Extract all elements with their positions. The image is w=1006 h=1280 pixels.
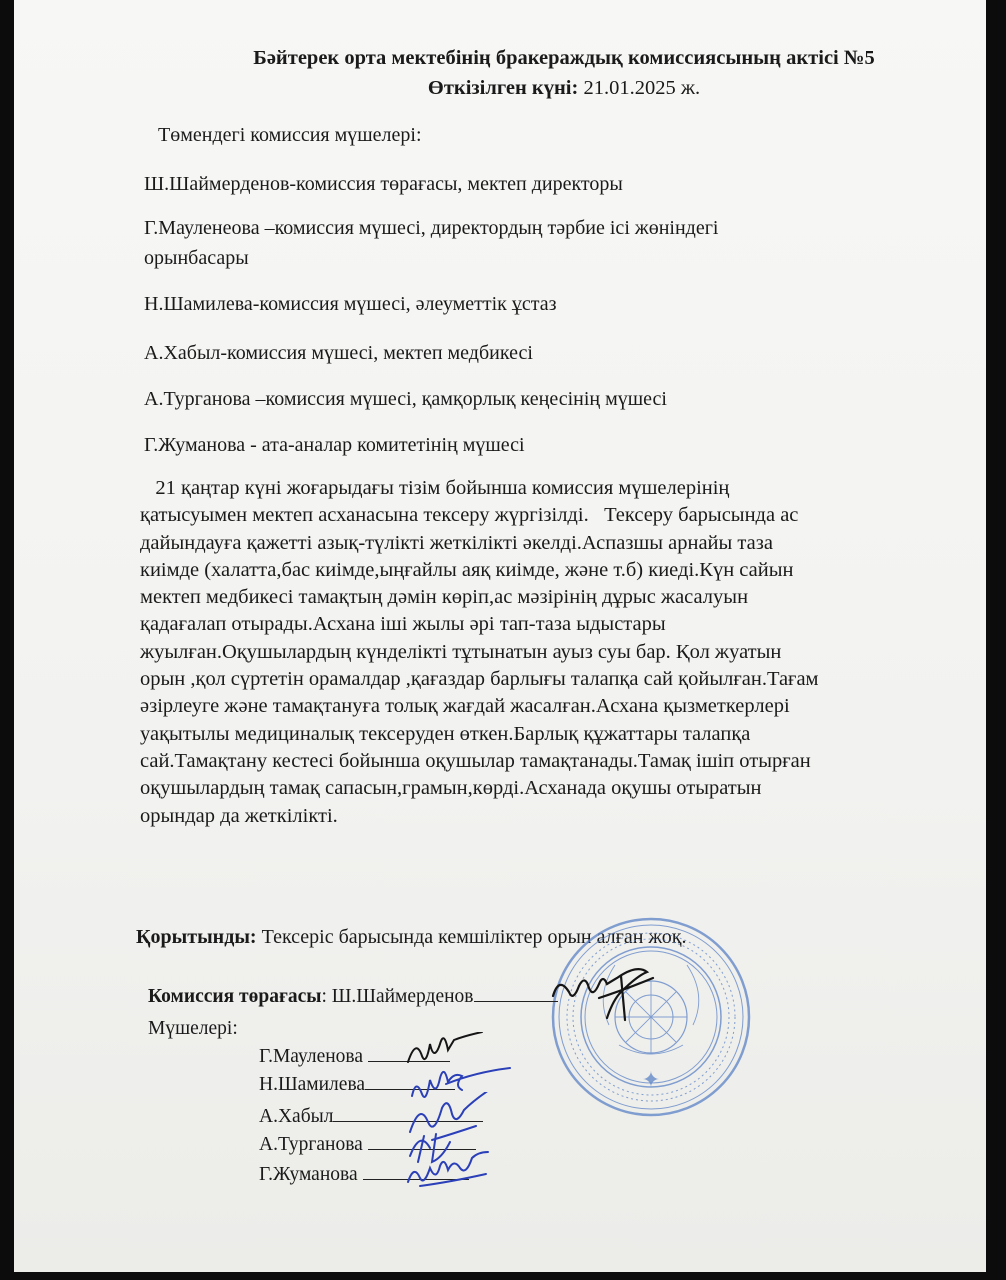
member-line: Н.Шамилева-комиссия мүшесі, әлеуметтік ұстаз xyxy=(144,293,557,315)
member-line: Г.Мауленеова –комиссия мүшесі, директордың тәрбие ісі жөніндегі xyxy=(144,217,719,239)
member-line: орынбасары xyxy=(144,247,249,269)
body-line: 21 қаңтар күні жоғарыдағы тізім бойынша комиссия мүшелерінің xyxy=(140,477,730,499)
member-name: А.Турганова xyxy=(259,1134,363,1155)
date-value: 21.01.2025 ж. xyxy=(583,77,701,99)
body-line: әзірлеуге және тамақтануға толық жағдай жасалған.Асхана қызметкерлері xyxy=(140,695,790,718)
member-signature xyxy=(400,1150,500,1196)
document-date xyxy=(184,74,944,102)
member-line: А.Хабыл-комиссия мүшесі, мектеп медбикесі xyxy=(144,342,533,364)
conclusion-label: Қорытынды: xyxy=(136,926,257,948)
document-title: Бәйтерек орта мектебінің бракераждық комиссиясының актісі №5 xyxy=(253,47,875,69)
conclusion-text: Тексеріс барысында кемшіліктер орын алған жоқ. xyxy=(261,926,687,948)
body-line: орын ,қол сүртетін орамалдар ,қағаздар барлығы талапқа сай қойылған.Тағам xyxy=(140,668,819,691)
members-intro: Төмендегі комиссия мүшелері: xyxy=(158,124,422,146)
members-label: Мүшелері: xyxy=(148,1018,238,1039)
date-label: Өткізілген күні: xyxy=(427,77,579,99)
chair-name: : Ш.Шаймерденов xyxy=(321,986,474,1007)
member-name: Н.Шамилева xyxy=(259,1074,366,1095)
body-paragraph xyxy=(140,475,819,830)
chair-signature-row xyxy=(148,986,558,1008)
svg-text:✦: ✦ xyxy=(641,1067,661,1092)
member-line: Ш.Шаймерденов-комиссия төрағасы, мектеп директоры xyxy=(144,173,623,195)
body-line: мектеп медбикесі тамақтың дәмін көріп,ас мәзірінің дұрыс жасалуын xyxy=(140,586,749,609)
member-name: Г.Мауленова xyxy=(259,1046,364,1067)
document-page xyxy=(14,0,986,1272)
member-line: Г.Жуманова - ата-аналар комитетінің мүшесі xyxy=(144,434,525,456)
member-name: Г.Жуманова xyxy=(259,1164,358,1185)
body-line: оқушылардың тамақ сапасын,грамын,көрді.Асханада оқушы отыратын xyxy=(140,777,762,800)
body-line: дайындауға қажетті азық-түлікті жеткілікті әкелді.Аспазшы арнайы таза xyxy=(140,531,773,554)
member-name: А.Хабыл xyxy=(259,1106,334,1127)
chair-label: Комиссия төрағасы xyxy=(148,986,322,1007)
body-line: жуылған.Оқушылардың күнделікті тұтынатын ауыз суы бар. Қол жуатын xyxy=(140,640,782,663)
body-line: сай.Тамақтану кестесі бойынша оқушылар тамақтанады.Тамақ ішіп отырған xyxy=(140,749,811,772)
body-line: қадағалап отырады.Асхана іші жылы әрі тап-таза ыдыстары xyxy=(140,613,666,636)
body-line: орындар да жеткілікті. xyxy=(140,804,338,827)
member-line: А.Турганова –комиссия мүшесі, қамқорлық кеңесінің мүшесі xyxy=(144,388,667,410)
body-line: уақытылы медициналық тексеруден өткен.Барлық құжаттары талапқа xyxy=(140,722,751,745)
body-line: киімде (халатта,бас киімде,ыңғайлы аяқ киімде, және т.б) киеді.Күн сайын xyxy=(140,558,794,581)
chair-signature xyxy=(539,958,679,1038)
body-line: қатысуымен мектеп асханасына тексеру жүргізілді. Тексеру барысында ас xyxy=(140,504,799,527)
